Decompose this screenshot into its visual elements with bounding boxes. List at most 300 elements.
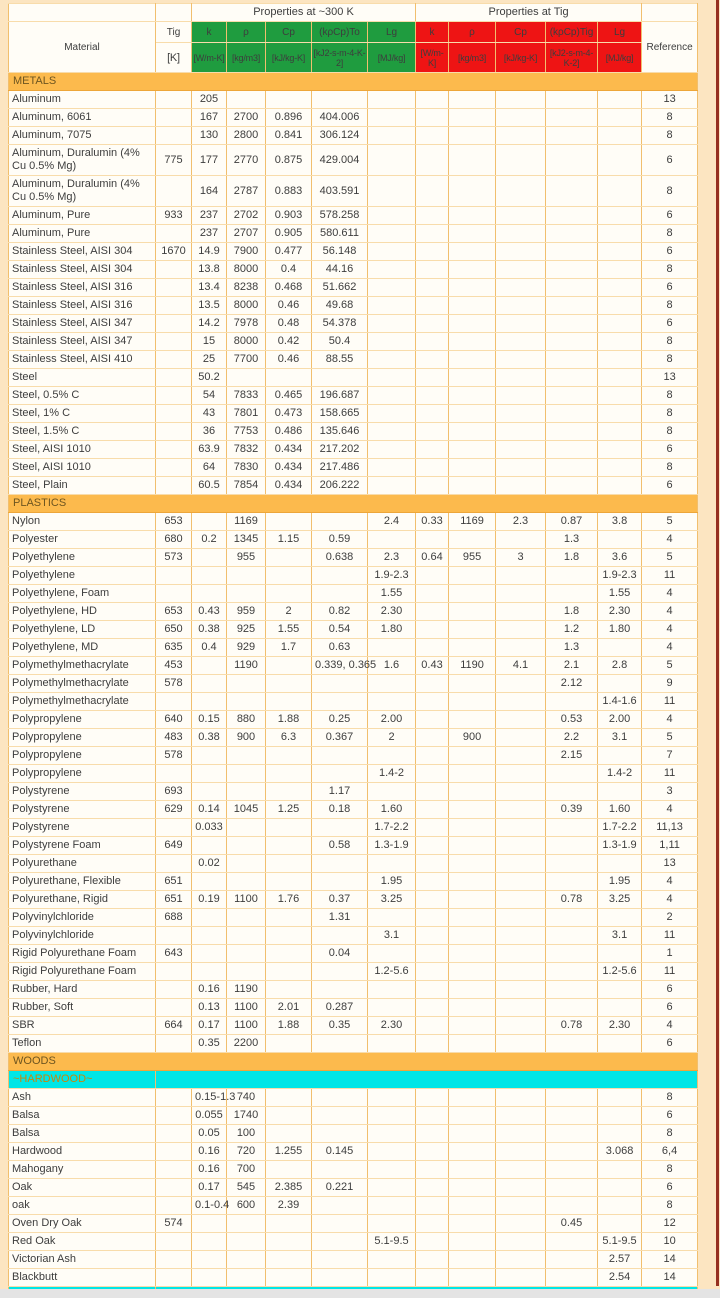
cell-rho-300: 1100 bbox=[227, 1017, 266, 1035]
cell-krcp-tig: 0.39 bbox=[546, 801, 598, 819]
cell-k-tig bbox=[416, 963, 449, 981]
cell-rho-tig bbox=[449, 675, 496, 693]
cell-rho-tig: 900 bbox=[449, 729, 496, 747]
cell-material: Blackbutt bbox=[9, 1269, 156, 1287]
cell-reference: 10 bbox=[642, 1233, 698, 1251]
section-fill bbox=[156, 1071, 698, 1089]
cell-material: Polyurethane, Rigid bbox=[9, 891, 156, 909]
cell-cp-tig bbox=[496, 837, 546, 855]
cell-cp-300: 0.46 bbox=[266, 297, 312, 315]
cell-rho-300: 900 bbox=[227, 729, 266, 747]
cell-material: Aluminum, Duralumin (4% Cu 0.5% Mg) bbox=[9, 145, 156, 176]
cell-k-tig bbox=[416, 711, 449, 729]
cell-cp-300: 1.25 bbox=[266, 801, 312, 819]
cell-material: Polypropylene bbox=[9, 747, 156, 765]
cell-rho-tig bbox=[449, 261, 496, 279]
header-corner-tig bbox=[156, 4, 192, 22]
cell-tig-k: 653 bbox=[156, 513, 192, 531]
cell-k-300: 0.16 bbox=[192, 1161, 227, 1179]
cell-cp-300: 0.477 bbox=[266, 243, 312, 261]
cell-reference: 8 bbox=[642, 261, 698, 279]
cell-krcp-tig bbox=[546, 873, 598, 891]
cell-tig-k bbox=[156, 109, 192, 127]
cell-cp-300: 0.905 bbox=[266, 225, 312, 243]
cell-cp-tig bbox=[496, 873, 546, 891]
cell-lg-300 bbox=[368, 909, 416, 927]
cell-tig-k: 483 bbox=[156, 729, 192, 747]
cell-lg-300: 3.1 bbox=[368, 927, 416, 945]
cell-tig-k bbox=[156, 261, 192, 279]
cell-reference: 8 bbox=[642, 225, 698, 243]
cell-lg-300 bbox=[368, 459, 416, 477]
cell-krcp-tig bbox=[546, 783, 598, 801]
cell-krcp-tig bbox=[546, 1251, 598, 1269]
cell-lg-300 bbox=[368, 1107, 416, 1125]
cell-rho-tig bbox=[449, 1179, 496, 1197]
cell-k-tig bbox=[416, 459, 449, 477]
header-cp-tig: Cp bbox=[496, 22, 546, 43]
table-row bbox=[9, 621, 698, 639]
cell-k-300: 0.16 bbox=[192, 1143, 227, 1161]
cell-lg-tig bbox=[598, 981, 642, 999]
page-bottom-edge bbox=[0, 1289, 720, 1298]
cell-rho-tig bbox=[449, 459, 496, 477]
table-row bbox=[9, 207, 698, 225]
cell-tig-k bbox=[156, 1107, 192, 1125]
cell-reference: 11 bbox=[642, 567, 698, 585]
cell-material: Balsa bbox=[9, 1107, 156, 1125]
cell-rho-tig bbox=[449, 176, 496, 207]
cell-rho-300 bbox=[227, 837, 266, 855]
cell-krcp-to bbox=[312, 1089, 368, 1107]
cell-rho-tig bbox=[449, 1143, 496, 1161]
cell-material: Polypropylene bbox=[9, 711, 156, 729]
cell-rho-300 bbox=[227, 819, 266, 837]
cell-rho-300: 545 bbox=[227, 1179, 266, 1197]
cell-reference: 6 bbox=[642, 315, 698, 333]
cell-cp-300 bbox=[266, 585, 312, 603]
cell-k-tig bbox=[416, 675, 449, 693]
cell-lg-tig: 2.30 bbox=[598, 603, 642, 621]
cell-rho-tig bbox=[449, 369, 496, 387]
cell-lg-tig: 3.8 bbox=[598, 513, 642, 531]
cell-reference: 6 bbox=[642, 477, 698, 495]
cell-cp-300 bbox=[266, 909, 312, 927]
cell-rho-tig bbox=[449, 1269, 496, 1287]
cell-cp-300: 2.385 bbox=[266, 1179, 312, 1197]
cell-krcp-to bbox=[312, 963, 368, 981]
cell-krcp-to: 0.367 bbox=[312, 729, 368, 747]
cell-cp-300: 0.434 bbox=[266, 459, 312, 477]
cell-k-300 bbox=[192, 909, 227, 927]
cell-rho-300: 2200 bbox=[227, 1035, 266, 1053]
cell-k-tig bbox=[416, 1143, 449, 1161]
cell-rho-300 bbox=[227, 567, 266, 585]
cell-krcp-to: 403.591 bbox=[312, 176, 368, 207]
cell-lg-tig bbox=[598, 459, 642, 477]
table-row bbox=[9, 747, 698, 765]
cell-rho-300: 2700 bbox=[227, 109, 266, 127]
cell-rho-300 bbox=[227, 91, 266, 109]
cell-reference: 11 bbox=[642, 765, 698, 783]
cell-rho-tig bbox=[449, 405, 496, 423]
cell-rho-tig bbox=[449, 981, 496, 999]
cell-cp-tig bbox=[496, 621, 546, 639]
table-row bbox=[9, 333, 698, 351]
cell-reference: 6 bbox=[642, 279, 698, 297]
cell-material: Aluminum, 6061 bbox=[9, 109, 156, 127]
cell-cp-300 bbox=[266, 747, 312, 765]
cell-lg-300 bbox=[368, 387, 416, 405]
cell-tig-k bbox=[156, 1251, 192, 1269]
cell-k-300 bbox=[192, 585, 227, 603]
cell-krcp-tig: 1.2 bbox=[546, 621, 598, 639]
cell-tig-k bbox=[156, 1125, 192, 1143]
cell-k-300: 13.8 bbox=[192, 261, 227, 279]
cell-rho-tig bbox=[449, 279, 496, 297]
cell-lg-tig bbox=[598, 225, 642, 243]
cell-tig-k: 635 bbox=[156, 639, 192, 657]
cell-lg-300: 2.3 bbox=[368, 549, 416, 567]
cell-rho-300 bbox=[227, 765, 266, 783]
cell-rho-tig bbox=[449, 945, 496, 963]
cell-krcp-tig: 1.8 bbox=[546, 549, 598, 567]
cell-reference: 8 bbox=[642, 109, 698, 127]
cell-rho-tig bbox=[449, 315, 496, 333]
cell-krcp-to: 306.124 bbox=[312, 127, 368, 145]
cell-krcp-to: 158.665 bbox=[312, 405, 368, 423]
cell-k-300: 13.5 bbox=[192, 297, 227, 315]
cell-tig-k bbox=[156, 405, 192, 423]
cell-lg-300 bbox=[368, 333, 416, 351]
cell-cp-300 bbox=[266, 1161, 312, 1179]
cell-cp-tig bbox=[496, 783, 546, 801]
cell-rho-tig: 1190 bbox=[449, 657, 496, 675]
cell-material: Stainless Steel, AISI 304 bbox=[9, 243, 156, 261]
table-row bbox=[9, 963, 698, 981]
cell-rho-300 bbox=[227, 1215, 266, 1233]
cell-lg-300 bbox=[368, 405, 416, 423]
cell-rho-tig bbox=[449, 333, 496, 351]
cell-k-tig bbox=[416, 837, 449, 855]
cell-cp-tig bbox=[496, 176, 546, 207]
cell-reference: 14 bbox=[642, 1269, 698, 1287]
cell-reference: 6 bbox=[642, 999, 698, 1017]
cell-rho-300: 7978 bbox=[227, 315, 266, 333]
table-row bbox=[9, 1251, 698, 1269]
cell-k-tig bbox=[416, 1197, 449, 1215]
cell-lg-tig bbox=[598, 261, 642, 279]
table-row bbox=[9, 1017, 698, 1035]
cell-lg-tig bbox=[598, 477, 642, 495]
cell-k-300: 164 bbox=[192, 176, 227, 207]
cell-rho-300 bbox=[227, 747, 266, 765]
header-lg-tig: Lg bbox=[598, 22, 642, 43]
section-row bbox=[9, 73, 698, 91]
cell-k-300: 43 bbox=[192, 405, 227, 423]
cell-tig-k: 933 bbox=[156, 207, 192, 225]
table-row bbox=[9, 657, 698, 675]
cell-cp-300 bbox=[266, 927, 312, 945]
cell-lg-tig bbox=[598, 279, 642, 297]
cell-rho-300: 2707 bbox=[227, 225, 266, 243]
cell-lg-300 bbox=[368, 1251, 416, 1269]
cell-rho-300 bbox=[227, 693, 266, 711]
cell-lg-300: 1.3-1.9 bbox=[368, 837, 416, 855]
cell-k-tig bbox=[416, 387, 449, 405]
cell-lg-tig bbox=[598, 243, 642, 261]
cell-krcp-tig bbox=[546, 207, 598, 225]
cell-k-tig bbox=[416, 1089, 449, 1107]
cell-k-tig bbox=[416, 585, 449, 603]
cell-lg-300 bbox=[368, 675, 416, 693]
cell-cp-tig bbox=[496, 1143, 546, 1161]
cell-k-tig bbox=[416, 603, 449, 621]
table-row bbox=[9, 603, 698, 621]
cell-reference: 4 bbox=[642, 873, 698, 891]
header-tig-label: Tig bbox=[156, 22, 192, 43]
cell-rho-tig bbox=[449, 1215, 496, 1233]
cell-lg-tig: 5.1-9.5 bbox=[598, 1233, 642, 1251]
cell-cp-300 bbox=[266, 981, 312, 999]
table-row bbox=[9, 783, 698, 801]
header-cp-300: Cp bbox=[266, 22, 312, 43]
cell-lg-tig bbox=[598, 1125, 642, 1143]
cell-k-300: 0.02 bbox=[192, 855, 227, 873]
cell-reference: 8 bbox=[642, 459, 698, 477]
cell-krcp-to: 0.37 bbox=[312, 891, 368, 909]
cell-krcp-to bbox=[312, 1251, 368, 1269]
cell-cp-tig bbox=[496, 297, 546, 315]
cell-reference: 8 bbox=[642, 1089, 698, 1107]
table-row bbox=[9, 729, 698, 747]
cell-material: Stainless Steel, AISI 304 bbox=[9, 261, 156, 279]
cell-lg-tig: 1.55 bbox=[598, 585, 642, 603]
cell-tig-k: 693 bbox=[156, 783, 192, 801]
cell-material: Aluminum, 7075 bbox=[9, 127, 156, 145]
table-row bbox=[9, 279, 698, 297]
cell-tig-k: 653 bbox=[156, 603, 192, 621]
cell-k-300 bbox=[192, 783, 227, 801]
cell-lg-tig: 2.57 bbox=[598, 1251, 642, 1269]
cell-cp-tig bbox=[496, 531, 546, 549]
cell-rho-tig bbox=[449, 927, 496, 945]
cell-tig-k bbox=[156, 1161, 192, 1179]
table-row bbox=[9, 1143, 698, 1161]
header-tig-unit: [K] bbox=[156, 43, 192, 73]
cell-lg-tig bbox=[598, 747, 642, 765]
cell-rho-300 bbox=[227, 945, 266, 963]
cell-k-tig bbox=[416, 1269, 449, 1287]
cell-cp-300: 0.903 bbox=[266, 207, 312, 225]
cell-rho-300: 1740 bbox=[227, 1107, 266, 1125]
cell-k-tig bbox=[416, 621, 449, 639]
cell-rho-tig bbox=[449, 1107, 496, 1125]
unit-k-300: [W/m-K] bbox=[192, 43, 227, 73]
cell-krcp-tig bbox=[546, 477, 598, 495]
cell-material: Polystyrene bbox=[9, 819, 156, 837]
cell-k-300: 167 bbox=[192, 109, 227, 127]
cell-rho-tig bbox=[449, 603, 496, 621]
cell-reference: 11 bbox=[642, 963, 698, 981]
cell-krcp-to: 0.04 bbox=[312, 945, 368, 963]
cell-material: Polyethylene, Foam bbox=[9, 585, 156, 603]
cell-reference: 8 bbox=[642, 176, 698, 207]
cell-cp-300: 0.473 bbox=[266, 405, 312, 423]
cell-k-300: 0.033 bbox=[192, 819, 227, 837]
cell-rho-tig bbox=[449, 783, 496, 801]
cell-k-300: 237 bbox=[192, 225, 227, 243]
cell-reference: 12 bbox=[642, 1215, 698, 1233]
cell-reference: 8 bbox=[642, 1197, 698, 1215]
cell-rho-300: 925 bbox=[227, 621, 266, 639]
cell-material: Rubber, Hard bbox=[9, 981, 156, 999]
cell-cp-tig bbox=[496, 145, 546, 176]
cell-krcp-tig: 1.3 bbox=[546, 531, 598, 549]
cell-k-300: 130 bbox=[192, 127, 227, 145]
cell-reference: 4 bbox=[642, 639, 698, 657]
cell-lg-tig: 2.8 bbox=[598, 657, 642, 675]
cell-krcp-tig: 2.2 bbox=[546, 729, 598, 747]
header-group-300k: Properties at ~300 K bbox=[192, 4, 416, 22]
cell-k-300: 14.9 bbox=[192, 243, 227, 261]
cell-material: Mahogany bbox=[9, 1161, 156, 1179]
cell-lg-300 bbox=[368, 261, 416, 279]
cell-material: Aluminum, Pure bbox=[9, 207, 156, 225]
cell-material: Polypropylene bbox=[9, 729, 156, 747]
cell-rho-300 bbox=[227, 1233, 266, 1251]
header-lg-300: Lg bbox=[368, 22, 416, 43]
cell-lg-tig bbox=[598, 1107, 642, 1125]
cell-lg-tig: 3.6 bbox=[598, 549, 642, 567]
cell-tig-k bbox=[156, 225, 192, 243]
cell-krcp-tig: 2.15 bbox=[546, 747, 598, 765]
cell-material: Stainless Steel, AISI 347 bbox=[9, 315, 156, 333]
cell-lg-tig: 1.7-2.2 bbox=[598, 819, 642, 837]
cell-krcp-tig bbox=[546, 855, 598, 873]
cell-krcp-to bbox=[312, 765, 368, 783]
cell-cp-tig bbox=[496, 109, 546, 127]
cell-k-300: 0.38 bbox=[192, 729, 227, 747]
cell-rho-tig bbox=[449, 1125, 496, 1143]
cell-k-300: 63.9 bbox=[192, 441, 227, 459]
cell-krcp-tig: 0.78 bbox=[546, 891, 598, 909]
cell-k-tig: 0.33 bbox=[416, 513, 449, 531]
cell-lg-tig: 3.068 bbox=[598, 1143, 642, 1161]
cell-lg-300 bbox=[368, 693, 416, 711]
cell-lg-300 bbox=[368, 783, 416, 801]
cell-krcp-to bbox=[312, 1125, 368, 1143]
cell-krcp-to: 0.82 bbox=[312, 603, 368, 621]
cell-lg-tig: 3.1 bbox=[598, 729, 642, 747]
cell-k-tig bbox=[416, 999, 449, 1017]
cell-krcp-to bbox=[312, 1035, 368, 1053]
cell-cp-300 bbox=[266, 837, 312, 855]
cell-lg-tig bbox=[598, 531, 642, 549]
cell-k-300: 0.13 bbox=[192, 999, 227, 1017]
cell-cp-tig bbox=[496, 423, 546, 441]
cell-tig-k: 688 bbox=[156, 909, 192, 927]
cell-reference: 6 bbox=[642, 981, 698, 999]
unit-krcp-to: [kJ2-s-m-4-K-2] bbox=[312, 43, 368, 73]
cell-k-300 bbox=[192, 1251, 227, 1269]
cell-reference: 5 bbox=[642, 549, 698, 567]
cell-krcp-tig bbox=[546, 693, 598, 711]
table-row bbox=[9, 711, 698, 729]
cell-rho-tig bbox=[449, 747, 496, 765]
cell-rho-300 bbox=[227, 927, 266, 945]
cell-cp-300: 1.55 bbox=[266, 621, 312, 639]
cell-lg-tig bbox=[598, 1161, 642, 1179]
cell-cp-300 bbox=[266, 1251, 312, 1269]
cell-lg-300: 1.9-2.3 bbox=[368, 567, 416, 585]
cell-lg-300 bbox=[368, 1269, 416, 1287]
unit-rho-300: [kg/m3] bbox=[227, 43, 266, 73]
cell-cp-300 bbox=[266, 1233, 312, 1251]
cell-tig-k: 643 bbox=[156, 945, 192, 963]
cell-cp-tig bbox=[496, 1233, 546, 1251]
cell-k-300: 0.19 bbox=[192, 891, 227, 909]
cell-lg-300 bbox=[368, 369, 416, 387]
cell-tig-k bbox=[156, 855, 192, 873]
cell-rho-300 bbox=[227, 585, 266, 603]
cell-k-tig bbox=[416, 891, 449, 909]
cell-lg-tig bbox=[598, 369, 642, 387]
cell-krcp-to: 56.148 bbox=[312, 243, 368, 261]
cell-k-tig bbox=[416, 176, 449, 207]
cell-krcp-tig bbox=[546, 945, 598, 963]
cell-lg-300: 1.60 bbox=[368, 801, 416, 819]
cell-krcp-tig bbox=[546, 1125, 598, 1143]
table-row bbox=[9, 297, 698, 315]
cell-krcp-to bbox=[312, 513, 368, 531]
cell-lg-tig bbox=[598, 945, 642, 963]
cell-lg-300 bbox=[368, 127, 416, 145]
cell-material: Red Oak bbox=[9, 1233, 156, 1251]
cell-lg-300: 5.1-9.5 bbox=[368, 1233, 416, 1251]
cell-krcp-tig bbox=[546, 333, 598, 351]
cell-material: Polyethylene bbox=[9, 549, 156, 567]
cell-material: Polymethylmethacrylate bbox=[9, 657, 156, 675]
cell-lg-tig: 1.3-1.9 bbox=[598, 837, 642, 855]
cell-cp-tig bbox=[496, 351, 546, 369]
cell-cp-tig bbox=[496, 765, 546, 783]
cell-krcp-tig bbox=[546, 441, 598, 459]
cell-reference: 2 bbox=[642, 909, 698, 927]
cell-cp-300: 0.486 bbox=[266, 423, 312, 441]
table-row bbox=[9, 459, 698, 477]
cell-cp-tig bbox=[496, 801, 546, 819]
section-label: PLASTICS bbox=[9, 495, 698, 513]
cell-rho-300: 100 bbox=[227, 1125, 266, 1143]
cell-lg-300: 1.7-2.2 bbox=[368, 819, 416, 837]
cell-material: Aluminum bbox=[9, 91, 156, 109]
cell-cp-tig bbox=[496, 1251, 546, 1269]
cell-lg-300 bbox=[368, 945, 416, 963]
cell-rho-300: 8000 bbox=[227, 297, 266, 315]
cell-material: Oak bbox=[9, 1179, 156, 1197]
table-row bbox=[9, 639, 698, 657]
cell-lg-300: 1.80 bbox=[368, 621, 416, 639]
cell-cp-tig bbox=[496, 963, 546, 981]
cell-cp-tig bbox=[496, 91, 546, 109]
table-row bbox=[9, 801, 698, 819]
cell-rho-tig bbox=[449, 837, 496, 855]
section-row bbox=[9, 1053, 698, 1071]
cell-cp-300: 1.255 bbox=[266, 1143, 312, 1161]
cell-k-tig bbox=[416, 1233, 449, 1251]
cell-tig-k bbox=[156, 387, 192, 405]
